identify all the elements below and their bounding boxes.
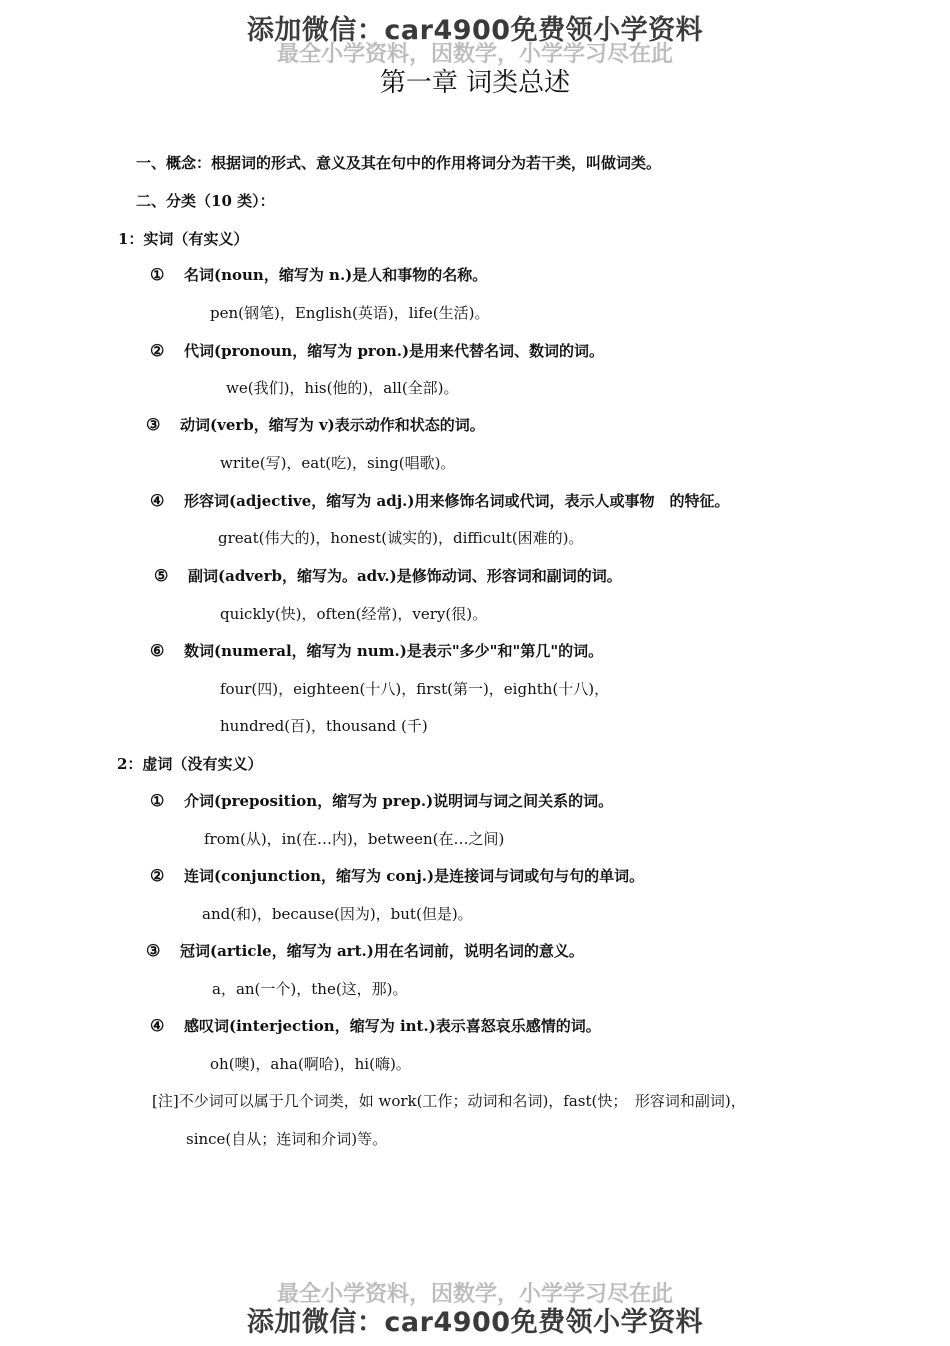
item-number: ③	[146, 941, 161, 960]
note-line-1: [注]不少词可以属于几个词类，如 work(工作；动词和名词)，fast(快； 形容词和副词)，	[152, 1092, 746, 1110]
example-noun: pen(钢笔)，English(英语)，life(生活)。	[210, 304, 490, 322]
item-conjunction	[150, 865, 644, 886]
example-pronoun: we(我们)，his(他的)，all(全部)。	[226, 379, 459, 397]
note-line-2: since(自从；连词和介词)等。	[186, 1130, 388, 1148]
item-number: ②	[150, 341, 165, 360]
item-text: 代词(pronoun，缩写为 pron.)是用来代替名词、数词的词。	[184, 342, 605, 360]
example-numeral-1: four(四)，eighteen(十八)，first(第一)，eighth(十八)，	[220, 680, 610, 698]
watermark-bottom: 添加微信：car4900免费领小学资料	[246, 1307, 704, 1338]
section-function-words: 2：虚词（没有实义）	[117, 755, 263, 773]
item-number: ⑤	[154, 566, 169, 585]
item-text: 名词(noun，缩写为 n.)是人和事物的名称。	[184, 266, 488, 284]
item-text: 副词(adverb，缩写为。adv.)是修饰动词、形容词和副词的词。	[188, 567, 622, 585]
item-numeral	[150, 640, 603, 661]
chapter-title: 第一章 词类总述	[379, 68, 571, 98]
example-preposition: from(从)，in(在…内)，between(在…之间)	[204, 830, 505, 848]
example-article: a，an(一个)，the(这，那)。	[212, 980, 408, 998]
example-adverb: quickly(快)，often(经常)，very(很)。	[220, 605, 488, 623]
example-adjective: great(伟大的)，honest(诚实的)，difficult(困难的)。	[218, 529, 584, 547]
item-noun	[150, 264, 487, 285]
item-text: 冠词(article，缩写为 art.)用在名词前，说明名词的意义。	[180, 942, 584, 960]
item-text: 介词(preposition，缩写为 prep.)说明词与词之间关系的词。	[184, 792, 614, 810]
item-text: 感叹词(interjection，缩写为 int.)表示喜怒哀乐感情的词。	[184, 1017, 601, 1035]
section-content-words: 1：实词（有实义）	[118, 230, 249, 248]
item-preposition	[150, 790, 613, 811]
item-number: ③	[146, 415, 161, 434]
item-number: ④	[150, 491, 165, 510]
item-adjective	[150, 490, 729, 511]
item-text: 连词(conjunction，缩写为 conj.)是连接词与词或句与句的单词。	[184, 867, 645, 885]
concept-line: 一、概念：根据词的形式、意义及其在句中的作用将词分为若干类，叫做词类。	[136, 154, 662, 172]
item-adverb	[154, 565, 622, 586]
item-text: 数词(numeral，缩写为 num.)是表示"多少"和"第几"的词。	[184, 642, 604, 660]
example-verb: write(写)，eat(吃)，sing(唱歌)。	[220, 454, 456, 472]
example-conjunction: and(和)，because(因为)，but(但是)。	[202, 905, 473, 923]
watermark-top: 添加微信：car4900免费领小学资料	[246, 15, 704, 46]
example-numeral-2: hundred(百)，thousand (千)	[220, 717, 428, 735]
item-number: ②	[150, 866, 165, 885]
item-number: ①	[150, 791, 165, 810]
item-number: ⑥	[150, 641, 165, 660]
ghost-footer-text: 最全小学资料，因数学，小学学习尽在此	[276, 1282, 673, 1307]
item-pronoun	[150, 340, 604, 361]
ghost-header-text: 最全小学资料，因数学，小学学习尽在此	[276, 42, 673, 67]
item-text: 形容词(adjective，缩写为 adj.)用来修饰名词或代词，表示人或事物 的特征。	[184, 492, 730, 510]
classification-line: 二、分类（10 类）：	[136, 192, 275, 210]
item-verb	[146, 414, 485, 435]
item-number: ①	[150, 265, 165, 284]
item-text: 动词(verb，缩写为 v)表示动作和状态的词。	[180, 416, 485, 434]
example-interjection: oh(噢)，aha(啊哈)，hi(嗨)。	[210, 1055, 411, 1073]
item-article	[146, 940, 584, 961]
item-number: ④	[150, 1016, 165, 1035]
item-interjection	[150, 1015, 601, 1036]
